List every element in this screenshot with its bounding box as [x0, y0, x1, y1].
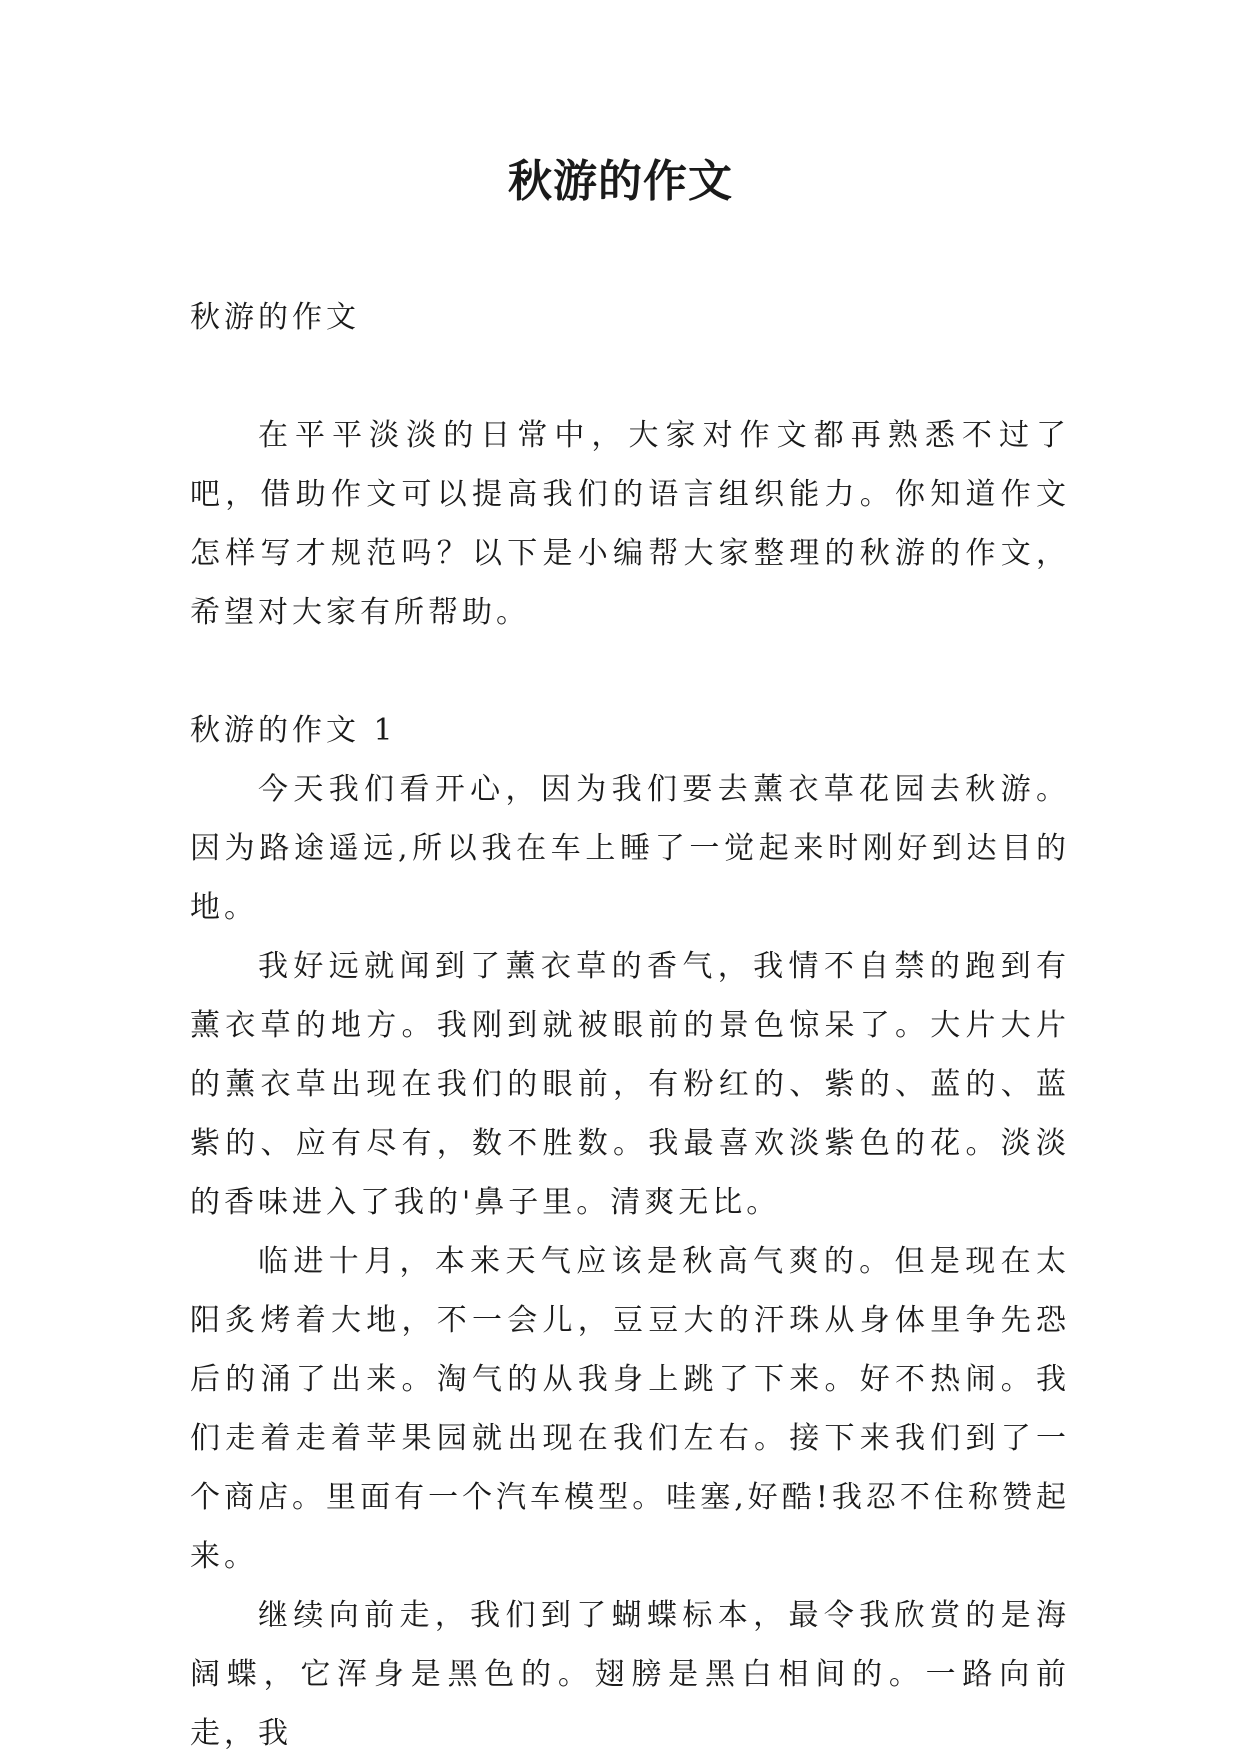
section-heading: 秋游的作文 1 [190, 713, 397, 748]
document-subtitle: 秋游的作文 [190, 300, 360, 335]
blank-line [190, 642, 1070, 701]
body-paragraph-2: 我好远就闻到了薰衣草的香气，我情不自禁的跑到有薰衣草的地方。我刚到就被眼前的景色惊呆了。大片大片的薰衣草出现在我们的眼前，有粉红的、紫的、蓝的、蓝紫的、应有尽有，数不胜数。我最喜欢淡紫色的花。淡淡的香味进入了我的'鼻子里。清爽无比。 [190, 949, 1070, 1220]
document-body [190, 288, 1070, 1763]
body-paragraph-4: 继续向前走，我们到了蝴蝶标本，最令我欣赏的是海阔蝶，它浑身是黑色的。翅膀是黑白相间的。一路向前走，我 [190, 1598, 1070, 1751]
body-paragraph-3: 临进十月，本来天气应该是秋高气爽的。但是现在太阳炙烤着大地，不一会儿，豆豆大的汗珠从身体里争先恐后的涌了出来。淘气的从我身上跳了下来。好不热闹。我们走着走着苹果园就出现在我们左右。接下来我们到了一个商店。里面有一个汽车模型。哇塞,好酷!我忍不住称赞起来。 [190, 1244, 1070, 1574]
body-paragraph-1: 今天我们看开心，因为我们要去薰衣草花园去秋游。因为路途遥远,所以我在车上睡了一觉起来时刚好到达目的地。 [190, 772, 1070, 925]
blank-line [190, 347, 1070, 406]
document-title: 秋游的作文 [508, 156, 733, 207]
intro-paragraph: 在平平淡淡的日常中，大家对作文都再熟悉不过了吧，借助作文可以提高我们的语言组织能力。你知道作文怎样写才规范吗？以下是小编帮大家整理的秋游的作文，希望对大家有所帮助。 [190, 418, 1070, 630]
